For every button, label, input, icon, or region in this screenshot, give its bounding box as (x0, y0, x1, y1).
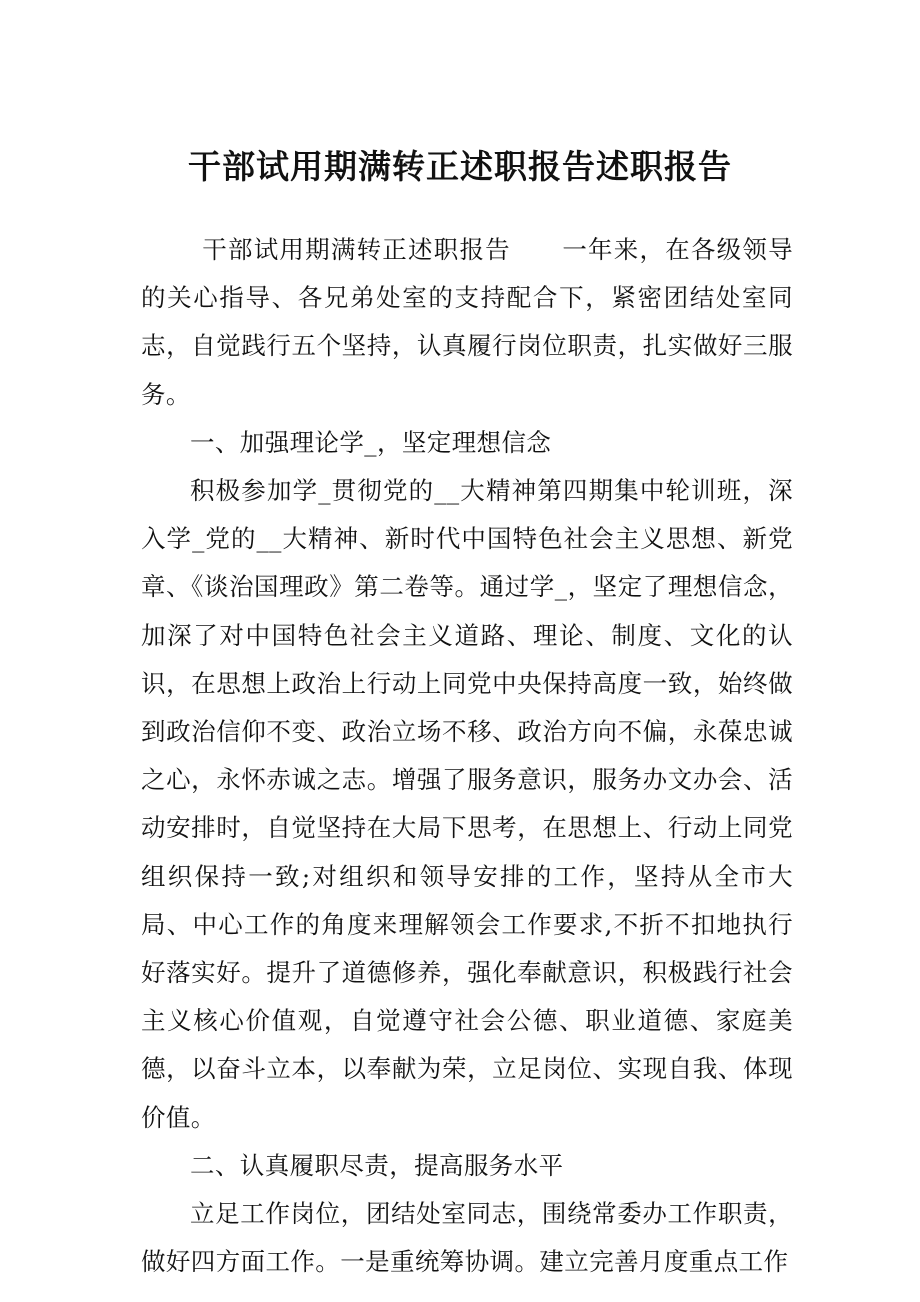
section-2-paragraph: 立足工作岗位，团结处室同志，围绕常委办工作职责，做好四方面工作。一是重统筹协调。建立完善月度重点工作 (141, 1199, 793, 1277)
document-body (141, 226, 793, 1286)
section-1-paragraph: 积极参加学_贯彻党的__大精神第四期集中轮训班，深入学_党的__大精神、新时代中国特色社会主义思想、新党章、《谈治国理政》第二卷等。通过学_，坚定了理想信念，加深了对中国特色社会主义道路、理论、制度、文化的认识，在思想上政治上行动上同党中央保持高度一致，始终做到政治信仰不变、政治立场不移、政治方向不偏，永葆忠诚之心，永怀赤诚之志。增强了服务意识，服务办文办会、活动安排时，自觉坚持在大局下思考，在思想上、行动上同党组织保持一致;对组织和领导安排的工作，坚持从全市大局、中心工作的角度来理解领会工作要求,不折不扣地执行好落实好。提升了道德修养，强化奉献意识，积极践行社会主义核心价值观，自觉遵守社会公德、职业道德、家庭美德，以奋斗立本，以奉献为荣，立足岗位、实现自我、体现价值。 (141, 476, 793, 1132)
section-heading-1: 一、加强理论学_，坚定理想信念 (190, 427, 552, 457)
document-title: 干部试用期满转正述职报告述职报告 (188, 147, 732, 186)
section-heading-2: 二、认真履职尽责，提高服务水平 (190, 1150, 564, 1180)
intro-paragraph: 干部试用期满转正述职报告 一年来，在各级领导的关心指导、各兄弟处室的支持配合下，紧密团结处室同志，自觉践行五个坚持，认真履行岗位职责，扎实做好三服务。 (141, 235, 793, 409)
